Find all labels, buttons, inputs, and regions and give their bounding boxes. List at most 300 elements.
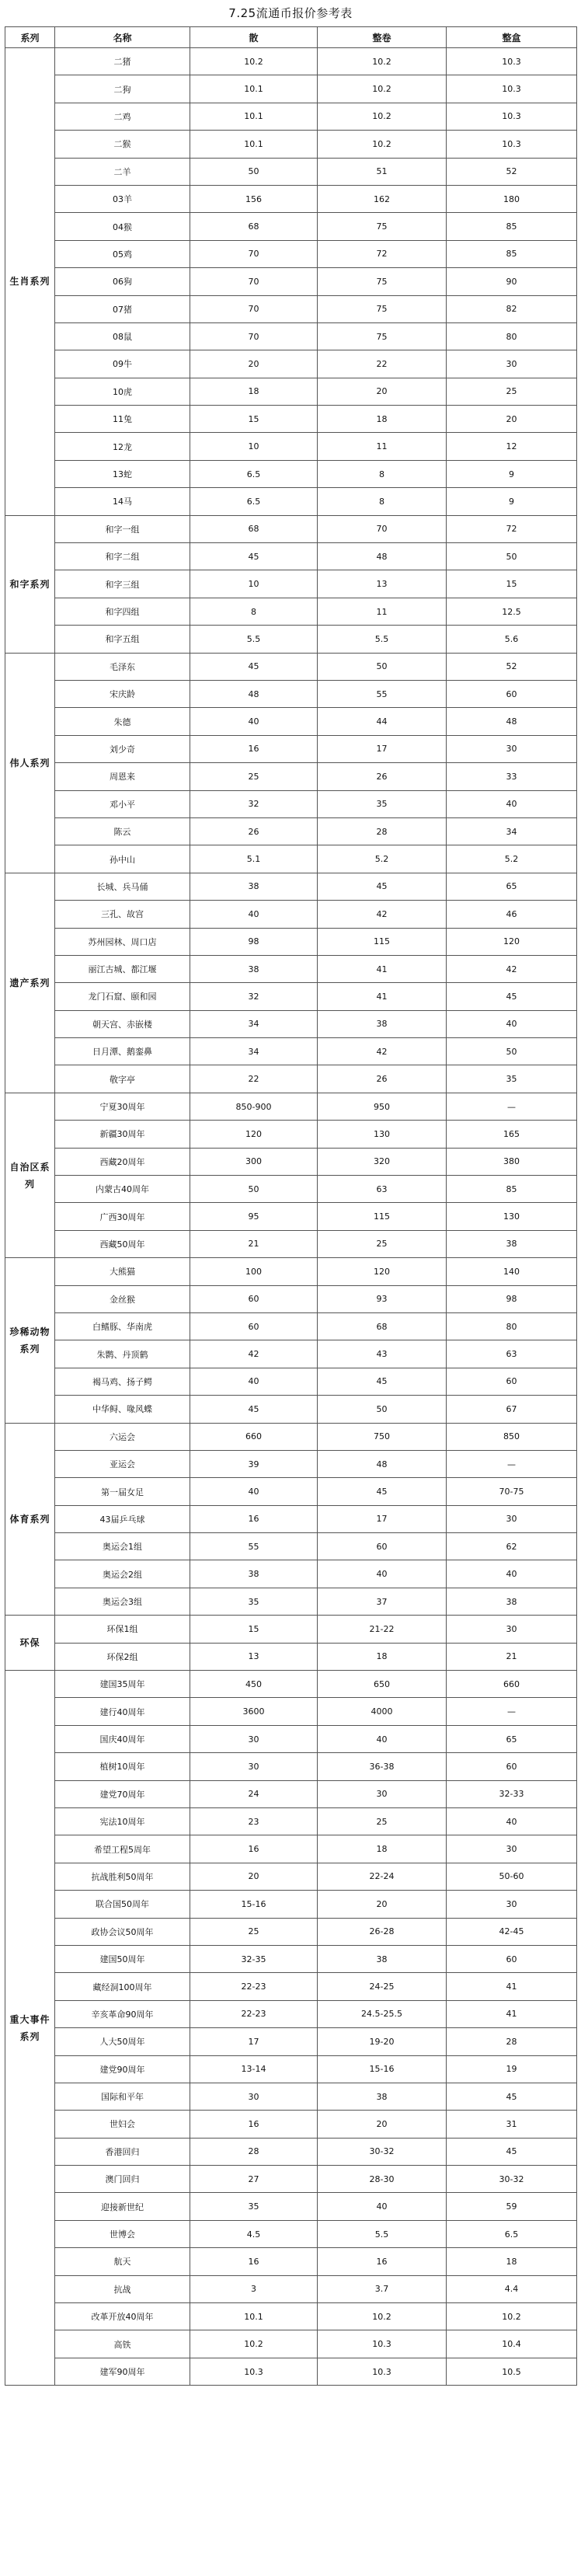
table-row — [5, 460, 577, 487]
item-name: 14马 — [55, 488, 190, 515]
loose-price: 60 — [190, 1285, 318, 1312]
item-name: 金丝猴 — [55, 1285, 190, 1312]
table-row — [5, 103, 577, 130]
roll-price: 37 — [318, 1588, 447, 1615]
box-price: 42-45 — [447, 1918, 577, 1945]
loose-price: 40 — [190, 901, 318, 928]
item-name: 人大50周年 — [55, 2028, 190, 2055]
box-price: 5.2 — [447, 845, 577, 873]
loose-price: 34 — [190, 1038, 318, 1065]
loose-price: 16 — [190, 735, 318, 762]
box-price: — — [447, 1698, 577, 1725]
roll-price: 21-22 — [318, 1616, 447, 1643]
loose-price: 35 — [190, 1588, 318, 1615]
box-price: 38 — [447, 1230, 577, 1257]
table-row — [5, 735, 577, 762]
box-price: 59 — [447, 2193, 577, 2220]
table-row — [5, 1065, 577, 1093]
box-price: 140 — [447, 1258, 577, 1285]
box-price: 130 — [447, 1203, 577, 1230]
roll-price: 40 — [318, 1560, 447, 1588]
loose-price: 10.3 — [190, 2358, 318, 2385]
loose-price: 10 — [190, 570, 318, 598]
roll-price: 75 — [318, 268, 447, 295]
table-row — [5, 1505, 577, 1532]
loose-price: 300 — [190, 1148, 318, 1175]
roll-price: 38 — [318, 1945, 447, 1972]
item-name: 改革开放40周年 — [55, 2303, 190, 2330]
table-row — [5, 2166, 577, 2193]
roll-price: 4000 — [318, 1698, 447, 1725]
loose-price: 450 — [190, 1671, 318, 1698]
series-label: 体育系列 — [5, 1423, 55, 1616]
item-name: 邓小平 — [55, 790, 190, 817]
table-row — [5, 75, 577, 103]
item-name: 二狗 — [55, 75, 190, 103]
roll-price: 750 — [318, 1423, 447, 1450]
item-name: 和字二组 — [55, 543, 190, 570]
roll-price: 8 — [318, 488, 447, 515]
loose-price: 4.5 — [190, 2220, 318, 2247]
box-price: 30 — [447, 735, 577, 762]
item-name: 和字四组 — [55, 598, 190, 625]
loose-price: 8 — [190, 598, 318, 625]
roll-price: 68 — [318, 1312, 447, 1340]
loose-price: 18 — [190, 378, 318, 405]
box-price: 48 — [447, 708, 577, 735]
roll-price: 42 — [318, 1038, 447, 1065]
loose-price: 6.5 — [190, 488, 318, 515]
loose-price: 10.1 — [190, 2303, 318, 2330]
box-price: 180 — [447, 185, 577, 212]
roll-price: 11 — [318, 433, 447, 460]
box-price: 10.3 — [447, 103, 577, 130]
table-row — [5, 1396, 577, 1423]
item-name: 11兔 — [55, 406, 190, 433]
table-row — [5, 1478, 577, 1505]
box-price: 85 — [447, 240, 577, 267]
item-name: 六运会 — [55, 1423, 190, 1450]
item-name: 08鼠 — [55, 322, 190, 350]
item-name: 新疆30周年 — [55, 1121, 190, 1148]
loose-price: 38 — [190, 1560, 318, 1588]
box-price: 6.5 — [447, 2220, 577, 2247]
roll-price: 26-28 — [318, 1918, 447, 1945]
box-price: 850 — [447, 1423, 577, 1450]
item-name: 朝天宫、赤嵌楼 — [55, 1010, 190, 1037]
loose-price: 16 — [190, 1505, 318, 1532]
item-name: 09牛 — [55, 350, 190, 378]
loose-price: 98 — [190, 928, 318, 955]
roll-price: 28 — [318, 817, 447, 845]
item-name: 12龙 — [55, 433, 190, 460]
roll-price: 41 — [318, 955, 447, 982]
roll-price: 5.2 — [318, 845, 447, 873]
item-name: 05鸡 — [55, 240, 190, 267]
loose-price: 120 — [190, 1121, 318, 1148]
item-name: 澳门回归 — [55, 2166, 190, 2193]
loose-price: 3600 — [190, 1698, 318, 1725]
roll-price: 10.2 — [318, 103, 447, 130]
page-title: 7.25流通币报价参考表 — [228, 6, 353, 20]
item-name: 朱德 — [55, 708, 190, 735]
table-row — [5, 1945, 577, 1972]
roll-price: 22-24 — [318, 1863, 447, 1890]
item-name: 藏经洞100周年 — [55, 1973, 190, 2000]
loose-price: 70 — [190, 295, 318, 322]
box-price: 62 — [447, 1533, 577, 1560]
box-price: 30 — [447, 1835, 577, 1863]
box-price: 30 — [447, 350, 577, 378]
item-name: 中华鲟、喙风蝶 — [55, 1396, 190, 1423]
roll-price: 20 — [318, 378, 447, 405]
roll-price: 25 — [318, 1808, 447, 1835]
box-price: 80 — [447, 1312, 577, 1340]
box-price: 120 — [447, 928, 577, 955]
box-price: 52 — [447, 653, 577, 680]
loose-price: 25 — [190, 763, 318, 790]
table-row — [5, 1725, 577, 1752]
roll-price: 30-32 — [318, 2138, 447, 2165]
item-name: 褐马鸡、扬子鳄 — [55, 1368, 190, 1395]
loose-price: 6.5 — [190, 460, 318, 487]
roll-price: 10.2 — [318, 131, 447, 158]
header-roll: 整卷 — [318, 27, 447, 48]
table-row — [5, 1891, 577, 1918]
table-row — [5, 2111, 577, 2138]
table-row — [5, 213, 577, 240]
loose-price: 5.5 — [190, 626, 318, 653]
series-label: 遗产系列 — [5, 873, 55, 1093]
roll-price: 24-25 — [318, 1973, 447, 2000]
roll-price: 162 — [318, 185, 447, 212]
item-name: 内蒙古40周年 — [55, 1176, 190, 1203]
item-name: 和字三组 — [55, 570, 190, 598]
roll-price: 10.2 — [318, 48, 447, 75]
table-row — [5, 1230, 577, 1257]
table-row — [5, 1010, 577, 1037]
table-row — [5, 1121, 577, 1148]
loose-price: 3 — [190, 2275, 318, 2302]
box-price: — — [447, 1093, 577, 1120]
loose-price: 22 — [190, 1065, 318, 1093]
loose-price: 38 — [190, 873, 318, 900]
loose-price: 22-23 — [190, 1973, 318, 2000]
box-price: 40 — [447, 1010, 577, 1037]
box-price: 25 — [447, 378, 577, 405]
loose-price: 42 — [190, 1340, 318, 1368]
box-price: 19 — [447, 2055, 577, 2083]
roll-price: 26 — [318, 1065, 447, 1093]
table-row — [5, 2358, 577, 2385]
loose-price: 50 — [190, 158, 318, 185]
loose-price: 10.2 — [190, 48, 318, 75]
roll-price: 5.5 — [318, 626, 447, 653]
roll-price: 17 — [318, 1505, 447, 1532]
item-name: 建党70周年 — [55, 1780, 190, 1807]
roll-price: 40 — [318, 2193, 447, 2220]
item-name: 环保2组 — [55, 1643, 190, 1670]
item-name: 07猪 — [55, 295, 190, 322]
loose-price: 32-35 — [190, 1945, 318, 1972]
item-name: 周恩来 — [55, 763, 190, 790]
roll-price: 25 — [318, 1230, 447, 1257]
loose-price: 30 — [190, 1753, 318, 1780]
box-price: 67 — [447, 1396, 577, 1423]
table-row — [5, 817, 577, 845]
table-row — [5, 2055, 577, 2083]
loose-price: 16 — [190, 2111, 318, 2138]
item-name: 香港回归 — [55, 2138, 190, 2165]
loose-price: 34 — [190, 1010, 318, 1037]
box-price: 9 — [447, 460, 577, 487]
box-price: 50 — [447, 1038, 577, 1065]
item-name: 毛泽东 — [55, 653, 190, 680]
loose-price: 16 — [190, 2248, 318, 2275]
item-name: 建军90周年 — [55, 2358, 190, 2385]
box-price: 46 — [447, 901, 577, 928]
table-row — [5, 2083, 577, 2110]
table-row — [5, 185, 577, 212]
roll-price: 44 — [318, 708, 447, 735]
box-price: 20 — [447, 406, 577, 433]
table-row — [5, 1450, 577, 1477]
roll-price: 45 — [318, 873, 447, 900]
item-name: 宪法10周年 — [55, 1808, 190, 1835]
item-name: 和字五组 — [55, 626, 190, 653]
loose-price: 39 — [190, 1450, 318, 1477]
table-row — [5, 2028, 577, 2055]
roll-price: 38 — [318, 2083, 447, 2110]
item-name: 苏州园林、周口店 — [55, 928, 190, 955]
item-name: 建国35周年 — [55, 1671, 190, 1698]
box-price: 21 — [447, 1643, 577, 1670]
loose-price: 30 — [190, 2083, 318, 2110]
roll-price: 18 — [318, 1643, 447, 1670]
loose-price: 95 — [190, 1203, 318, 1230]
loose-price: 45 — [190, 1396, 318, 1423]
loose-price: 45 — [190, 653, 318, 680]
table-row — [5, 268, 577, 295]
box-price: 60 — [447, 680, 577, 707]
roll-price: 28-30 — [318, 2166, 447, 2193]
box-price: 41 — [447, 1973, 577, 2000]
item-name: 第一届女足 — [55, 1478, 190, 1505]
table-row — [5, 598, 577, 625]
item-name: 奥运会1组 — [55, 1533, 190, 1560]
loose-price: 35 — [190, 2193, 318, 2220]
box-price: 70-75 — [447, 1478, 577, 1505]
table-row — [5, 1616, 577, 1643]
roll-price: 30 — [318, 1780, 447, 1807]
box-price: 18 — [447, 2248, 577, 2275]
roll-price: 93 — [318, 1285, 447, 1312]
header-box: 整盒 — [447, 27, 577, 48]
box-price: 10.2 — [447, 2303, 577, 2330]
box-price: 4.4 — [447, 2275, 577, 2302]
roll-price: 45 — [318, 1478, 447, 1505]
item-name: 建国50周年 — [55, 1945, 190, 1972]
loose-price: 28 — [190, 2138, 318, 2165]
table-row — [5, 1588, 577, 1615]
table-row — [5, 2275, 577, 2302]
item-name: 广西30周年 — [55, 1203, 190, 1230]
roll-price: 75 — [318, 295, 447, 322]
table-row — [5, 901, 577, 928]
box-price: 30 — [447, 1505, 577, 1532]
box-price: 72 — [447, 515, 577, 542]
roll-price: 18 — [318, 406, 447, 433]
table-row — [5, 1753, 577, 1780]
box-price: 60 — [447, 1368, 577, 1395]
table-row — [5, 1285, 577, 1312]
table-row — [5, 1643, 577, 1670]
box-price: 40 — [447, 1560, 577, 1588]
roll-price: 13 — [318, 570, 447, 598]
table-row — [5, 295, 577, 322]
box-price: 28 — [447, 2028, 577, 2055]
box-price: 65 — [447, 1725, 577, 1752]
roll-price: 75 — [318, 322, 447, 350]
box-price: 45 — [447, 983, 577, 1010]
table-row — [5, 1368, 577, 1395]
box-price: 10.4 — [447, 2330, 577, 2358]
loose-price: 23 — [190, 1808, 318, 1835]
roll-price: 43 — [318, 1340, 447, 1368]
loose-price: 850-900 — [190, 1093, 318, 1120]
loose-price: 70 — [190, 268, 318, 295]
roll-price: 40 — [318, 1725, 447, 1752]
header-name: 名称 — [55, 27, 190, 48]
roll-price: 60 — [318, 1533, 447, 1560]
box-price: 5.6 — [447, 626, 577, 653]
series-label: 伟人系列 — [5, 653, 55, 873]
roll-price: 72 — [318, 240, 447, 267]
table-row — [5, 2000, 577, 2027]
loose-price: 40 — [190, 1478, 318, 1505]
loose-price: 60 — [190, 1312, 318, 1340]
item-name: 国际和平年 — [55, 2083, 190, 2110]
table-row — [5, 845, 577, 873]
header-series: 系列 — [5, 27, 55, 48]
item-name: 白鳍豚、华南虎 — [55, 1312, 190, 1340]
item-name: 06狗 — [55, 268, 190, 295]
series-label: 重大事件系列 — [5, 1671, 55, 2386]
item-name: 抗战 — [55, 2275, 190, 2302]
roll-price: 19-20 — [318, 2028, 447, 2055]
series-label: 环保 — [5, 1616, 55, 1671]
roll-price: 36-38 — [318, 1753, 447, 1780]
box-price: 90 — [447, 268, 577, 295]
loose-price: 48 — [190, 680, 318, 707]
loose-price: 68 — [190, 515, 318, 542]
item-name: 抗战胜利50周年 — [55, 1863, 190, 1890]
loose-price: 24 — [190, 1780, 318, 1807]
loose-price: 32 — [190, 983, 318, 1010]
item-name: 三孔、故宫 — [55, 901, 190, 928]
loose-price: 10.2 — [190, 2330, 318, 2358]
item-name: 国庆40周年 — [55, 1725, 190, 1752]
roll-price: 18 — [318, 1835, 447, 1863]
item-name: 世妇会 — [55, 2111, 190, 2138]
roll-price: 650 — [318, 1671, 447, 1698]
roll-price: 320 — [318, 1148, 447, 1175]
roll-price: 20 — [318, 2111, 447, 2138]
table-row — [5, 708, 577, 735]
item-name: 政协会议50周年 — [55, 1918, 190, 1945]
roll-price: 5.5 — [318, 2220, 447, 2247]
roll-price: 42 — [318, 901, 447, 928]
item-name: 奥运会3组 — [55, 1588, 190, 1615]
loose-price: 55 — [190, 1533, 318, 1560]
roll-price: 45 — [318, 1368, 447, 1395]
item-name: 环保1组 — [55, 1616, 190, 1643]
item-name: 西藏20周年 — [55, 1148, 190, 1175]
roll-price: 51 — [318, 158, 447, 185]
item-name: 高铁 — [55, 2330, 190, 2358]
roll-price: 63 — [318, 1176, 447, 1203]
item-name: 辛亥革命90周年 — [55, 2000, 190, 2027]
table-row — [5, 2138, 577, 2165]
table-row — [5, 2220, 577, 2247]
box-price: 45 — [447, 2138, 577, 2165]
loose-price: 40 — [190, 1368, 318, 1395]
roll-price: 950 — [318, 1093, 447, 1120]
table-row — [5, 158, 577, 185]
item-name: 建党90周年 — [55, 2055, 190, 2083]
table-row — [5, 488, 577, 515]
loose-price: 10.1 — [190, 75, 318, 103]
header-row — [5, 27, 577, 48]
item-name: 二羊 — [55, 158, 190, 185]
item-name: 宁夏30周年 — [55, 1093, 190, 1120]
roll-price: 11 — [318, 598, 447, 625]
box-price: 30 — [447, 1891, 577, 1918]
roll-price: 10.2 — [318, 75, 447, 103]
item-name: 二鸡 — [55, 103, 190, 130]
table-row — [5, 1698, 577, 1725]
table-row — [5, 378, 577, 405]
table-row — [5, 1203, 577, 1230]
table-row — [5, 2248, 577, 2275]
table-row — [5, 1918, 577, 1945]
table-row — [5, 1808, 577, 1835]
box-price: 12 — [447, 433, 577, 460]
box-price: 35 — [447, 1065, 577, 1093]
table-row — [5, 653, 577, 680]
roll-price: 120 — [318, 1258, 447, 1285]
loose-price: 5.1 — [190, 845, 318, 873]
table-row — [5, 433, 577, 460]
item-name: 丽江古城、都江堰 — [55, 955, 190, 982]
loose-price: 30 — [190, 1725, 318, 1752]
table-row — [5, 131, 577, 158]
table-row — [5, 1973, 577, 2000]
loose-price: 32 — [190, 790, 318, 817]
loose-price: 21 — [190, 1230, 318, 1257]
loose-price: 15 — [190, 1616, 318, 1643]
table-row — [5, 350, 577, 378]
table-row — [5, 1780, 577, 1807]
roll-price: 38 — [318, 1010, 447, 1037]
loose-price: 27 — [190, 2166, 318, 2193]
roll-price: 55 — [318, 680, 447, 707]
item-name: 奥运会2组 — [55, 1560, 190, 1588]
series-label: 自治区系列 — [5, 1093, 55, 1257]
loose-price: 10.1 — [190, 103, 318, 130]
loose-price: 40 — [190, 708, 318, 735]
loose-price: 45 — [190, 543, 318, 570]
